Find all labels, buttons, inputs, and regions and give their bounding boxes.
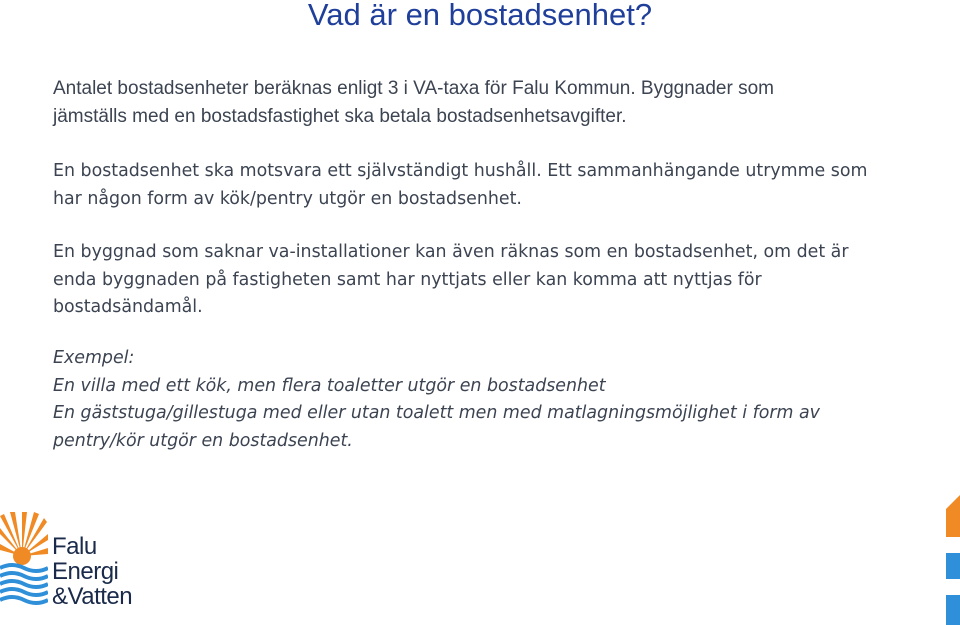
paragraph-line: bostadsändamål. xyxy=(53,297,203,317)
paragraph-line: jämställs med en bostadsfastighet ska betala bostadsenhetsavgifter. xyxy=(53,105,627,127)
paragraph-line: har någon form av kök/pentry utgör en bostadsenhet. xyxy=(53,188,522,209)
logo-line-energi: Energi xyxy=(52,558,119,585)
logo-wordmark xyxy=(52,534,132,609)
sun-water-logo-icon xyxy=(0,512,48,608)
paragraph-definition xyxy=(53,158,933,213)
paragraph-line: En byggnad som saknar va-installationer kan även räknas som en bostadsenhet, om det är xyxy=(53,242,849,262)
paragraph-line: Antalet bostadsenheter beräknas enligt 3 i VA-taxa för Falu Kommun. Byggnader som xyxy=(53,78,774,99)
logo-line-falu: Falu xyxy=(52,533,97,560)
examples-heading: Exempel: xyxy=(53,348,135,368)
example-item: En gäststuga/gillestuga med eller utan toalett men med matlagningsmöjlighet i form av xyxy=(53,403,820,423)
paragraph-line: enda byggnaden på fastigheten samt har nyttjats eller kan komma att nyttjas för xyxy=(53,269,762,290)
example-item: pentry/kör utgör en bostadsenhet. xyxy=(53,430,353,451)
example-item: En villa med ett kök, men flera toaletter utgör en bostadsenhet xyxy=(53,375,606,396)
paragraph-calculation xyxy=(53,75,933,130)
paragraph-no-installations xyxy=(53,239,933,322)
paragraph-examples xyxy=(53,345,933,455)
slide-title: Vad är en bostadsenhet? xyxy=(307,0,653,32)
decorative-side-bar xyxy=(946,495,960,625)
paragraph-line: En bostadsenhet ska motsvara ett självständigt hushåll. Ett sammanhängande utrymme som xyxy=(53,161,868,181)
logo-line-vatten: &Vatten xyxy=(52,583,133,610)
company-logo xyxy=(0,512,160,612)
